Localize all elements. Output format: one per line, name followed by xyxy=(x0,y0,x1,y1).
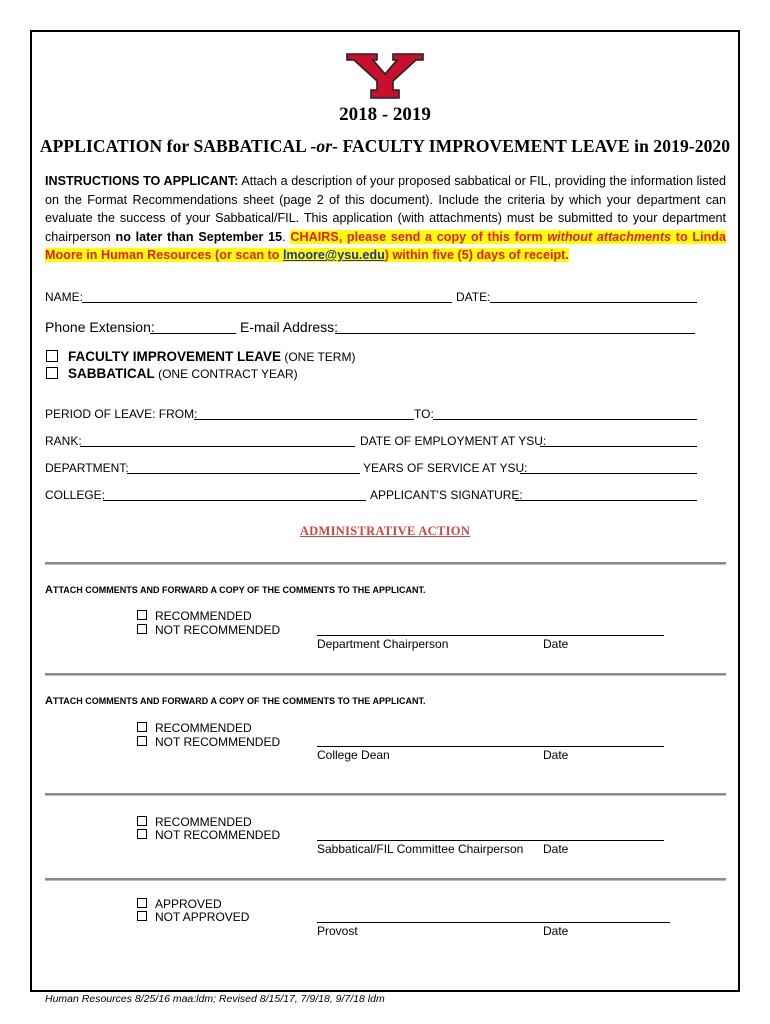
chairs-notice: CHAIRS, please send a copy of this form without attachments to Linda Moore in Human Resources (or scan to lmoore@ysu.edu) within five (5) days of receipt. xyxy=(45,229,727,262)
dean-signature-line[interactable] xyxy=(317,746,664,747)
email-label: E-mail Address: xyxy=(240,319,339,335)
form-title: APPLICATION for SABBATICAL -or- FACULTY IMPROVEMENT LEAVE in 2019-2020 xyxy=(39,136,731,156)
provost-signature-line[interactable] xyxy=(317,922,670,923)
email-field[interactable] xyxy=(335,333,695,334)
attach-instruction: ATTACH COMMENTS AND FORWARD A COPY OF THE COMMENTS TO THE APPLICANT. xyxy=(45,584,426,596)
chair-not-recommended-checkbox[interactable] xyxy=(137,624,147,634)
years-service-label: YEARS OF SERVICE AT YSU: xyxy=(363,461,528,475)
provost-not-approved-checkbox[interactable] xyxy=(137,911,147,921)
years-service-field[interactable] xyxy=(520,473,697,474)
section-divider xyxy=(45,793,726,796)
provost-signer-label: Provost xyxy=(317,924,358,938)
name-label: NAME: xyxy=(45,290,84,304)
instructions: INSTRUCTIONS TO APPLICANT: Attach a description of your proposed sabbatical or FIL, providing the information listed on the Format Recommendations sheet (page 2 of this document). Include the criteria by which your department can evaluate the success of your Sabbatical/FIL. This application (with attachments) must be submitted to your department chairperson no later than September 15. CHAIRS, please send a copy of this form without attachments to Linda Moore in Human Resources (or scan to lmoore@ysu.edu) within five (5) days of receipt. xyxy=(45,174,727,262)
provost-date-label: Date xyxy=(543,924,569,938)
attach-instruction: ATTACH COMMENTS AND FORWARD A COPY OF THE COMMENTS TO THE APPLICANT. xyxy=(45,695,426,707)
department-field[interactable] xyxy=(127,473,360,474)
sabbatical-label: SABBATICAL (ONE CONTRACT YEAR) xyxy=(68,366,298,381)
period-to-field[interactable] xyxy=(433,419,697,420)
chair-date-label: Date xyxy=(543,637,569,651)
dean-date-label: Date xyxy=(543,748,569,762)
section-divider xyxy=(45,878,726,881)
email-link[interactable]: lmoore@ysu.edu xyxy=(282,248,385,262)
fil-label: FACULTY IMPROVEMENT LEAVE (ONE TERM) xyxy=(68,349,356,364)
date-label: DATE: xyxy=(456,290,491,304)
committee-not-recommended-checkbox[interactable] xyxy=(137,829,147,839)
committee-signature-line[interactable] xyxy=(317,840,664,841)
employment-date-label: DATE OF EMPLOYMENT AT YSU: xyxy=(360,434,547,448)
footer-revision-note: Human Resources 8/25/16 maa:ldm; Revised 8/15/17, 7/9/18, 9/7/18 ldm xyxy=(45,993,385,1005)
administrative-action-heading: ADMINISTRATIVE ACTION xyxy=(299,524,471,538)
committee-date-label: Date xyxy=(543,842,569,856)
signature-label: APPLICANT'S SIGNATURE: xyxy=(370,488,523,502)
date-field[interactable] xyxy=(490,302,697,303)
provost-approved-label: APPROVED xyxy=(155,897,222,911)
college-label: COLLEGE: xyxy=(45,488,106,502)
department-label: DEPARTMENT: xyxy=(45,461,129,475)
chair-recommended-label: RECOMMENDED xyxy=(155,609,252,623)
dean-recommended-checkbox[interactable] xyxy=(137,722,147,732)
committee-not-recommended-label: NOT RECOMMENDED xyxy=(155,828,281,842)
college-field[interactable] xyxy=(103,500,366,501)
ysu-logo-icon xyxy=(345,50,425,100)
provost-not-approved-label: NOT APPROVED xyxy=(155,910,250,924)
dean-not-recommended-checkbox[interactable] xyxy=(137,736,147,746)
committee-signer-label: Sabbatical/FIL Committee Chairperson xyxy=(317,842,524,856)
committee-recommended-checkbox[interactable] xyxy=(137,816,147,826)
chair-not-recommended-label: NOT RECOMMENDED xyxy=(155,623,281,637)
dean-signer-label: College Dean xyxy=(317,748,390,762)
fil-checkbox[interactable] xyxy=(46,350,58,362)
chair-recommended-checkbox[interactable] xyxy=(137,610,147,620)
phone-field[interactable] xyxy=(150,333,236,334)
provost-approved-checkbox[interactable] xyxy=(137,898,147,908)
period-from-field[interactable] xyxy=(194,419,414,420)
committee-recommended-label: RECOMMENDED xyxy=(155,815,252,829)
section-divider xyxy=(45,562,726,565)
section-divider xyxy=(45,673,726,676)
name-field[interactable] xyxy=(82,302,452,303)
rank-field[interactable] xyxy=(80,446,355,447)
period-from-label: PERIOD OF LEAVE: FROM: xyxy=(45,407,198,421)
instructions-heading: INSTRUCTIONS TO APPLICANT: xyxy=(45,174,239,188)
form-year: 2018 - 2019 xyxy=(339,104,431,125)
employment-date-field[interactable] xyxy=(540,446,697,447)
period-to-label: TO: xyxy=(414,407,434,421)
signature-field[interactable] xyxy=(515,500,697,501)
dean-not-recommended-label: NOT RECOMMENDED xyxy=(155,735,281,749)
dean-recommended-label: RECOMMENDED xyxy=(155,721,252,735)
chair-signature-line[interactable] xyxy=(317,635,664,636)
sabbatical-checkbox[interactable] xyxy=(46,367,58,379)
rank-label: RANK: xyxy=(45,434,82,448)
chair-signer-label: Department Chairperson xyxy=(317,637,449,651)
phone-label: Phone Extension: xyxy=(45,319,155,335)
